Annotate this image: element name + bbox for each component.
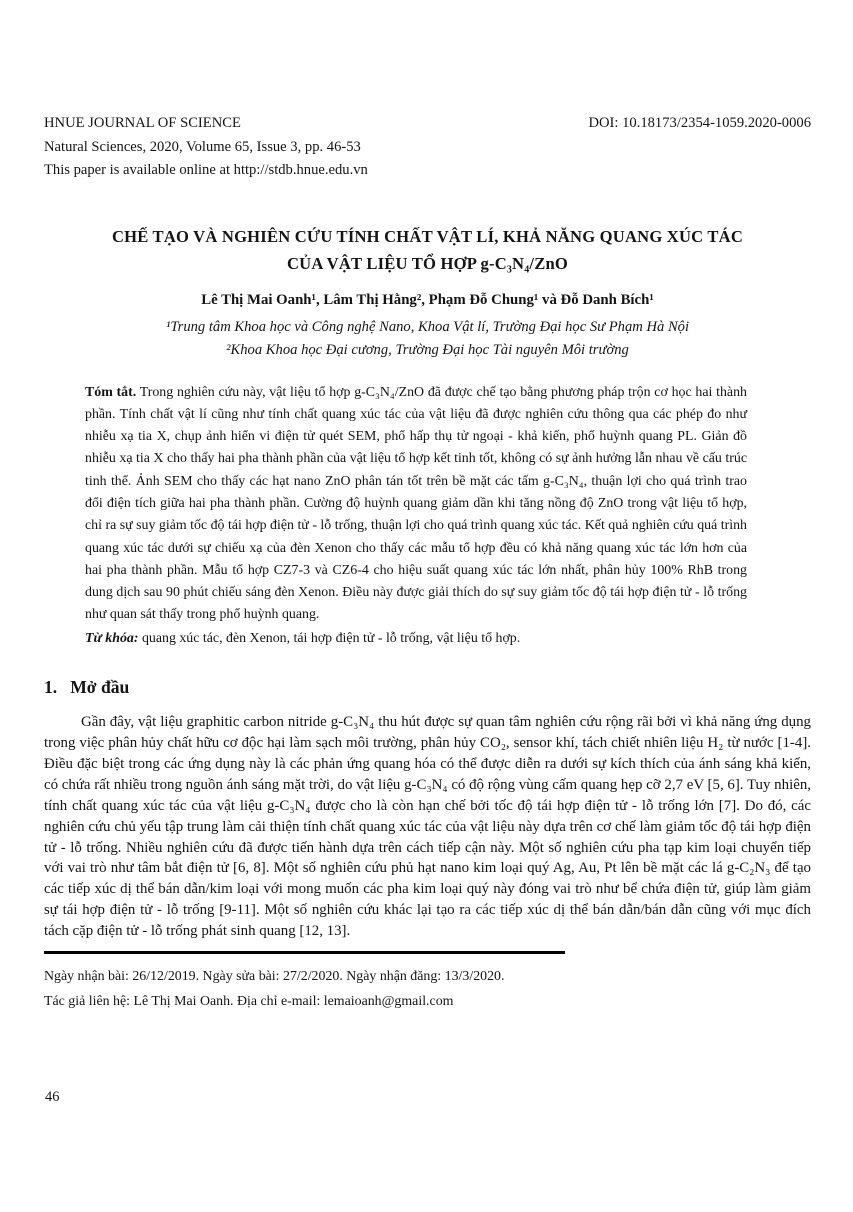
- abstract-block: [85, 382, 747, 651]
- affiliation-1: ¹Trung tâm Khoa học và Công nghệ Nano, Khoa Vật lí, Trường Đại học Sư Phạm Hà Nội: [165, 318, 690, 335]
- keywords-label: Từ khóa:: [85, 630, 139, 646]
- affiliation-2: ²Khoa Khoa học Đại cương, Trường Đại học Tài nguyên Môi trường: [226, 341, 629, 358]
- section-heading: [44, 675, 811, 700]
- journal-name: HNUE JOURNAL OF SCIENCE: [44, 115, 241, 131]
- keywords-line: [85, 628, 747, 650]
- article-title: [44, 223, 811, 277]
- authors-line: Lê Thị Mai Oanh¹, Lâm Thị Hằng², Phạm Đỗ Chung¹ và Đỗ Danh Bích¹: [201, 291, 654, 308]
- article-title-line1: CHẾ TẠO VÀ NGHIÊN CỨU TÍNH CHẤT VẬT LÍ, KHẢ NĂNG QUANG XÚC TÁC: [111, 226, 744, 246]
- page-number: 46: [45, 1089, 60, 1105]
- footnote-block: [44, 965, 811, 1014]
- affiliations: [44, 316, 811, 362]
- footnote-separator: [44, 951, 565, 954]
- intro-paragraph: Gần đây, vật liệu graphitic carbon nitride g-C₃N₄ thu hút được sự quan tâm nghiên cứu rộng rãi bởi vì khả năng ứng dụng trong việc phân hủy chất hữu cơ độc hại làm sạch môi trường, phân hủy CO₂, sensor khí, tách chiết nhiên liệu H₂ từ nước [1-4]. Điều đặc biệt trong các ứng dụng này là các phản ứng quang hóa có thể được diễn ra dưới sự kích thích của ánh sáng khả kiến, có chứa rất nhiều trong nguồn ánh sáng mặt trời, do vật liệu g-C₃N₄ có độ rộng vùng cấm quang hẹp cỡ 2,7 eV [5, 6]. Tuy nhiên, tính chất quang xúc tác của vật liệu g-C₃N₄ được cho là còn hạn chế bởi tốc độ tái hợp điện tử - lỗ trống lớn [7]. Do đó, các nghiên cứu chủ yếu tập trung làm cải thiện tính chất quang xúc tác của vật liệu này dựa trên cơ chế làm giảm tốc độ tái hợp điện tử - lỗ trống. Nhiều nghiên cứu đã được tiến hành dựa trên cách tiếp cận này. Một số nghiên cứu pha tạp kim loại chuyển tiếp với vai trò như tâm bắt điện tử [6, 8]. Một số nghiên cứu phủ hạt nano kim loại quý Ag, Au, Pt lên bề mặt các lá g-C₂N₃ để tạo các tiếp xúc dị thể bán dẫn/kim loại với mong muốn các pha kim loại quý này đóng vai trò như bể chứa điện tử, giúp làm giảm sự tái hợp điện tử - lỗ trống [9-11]. Một số nghiên cứu khác lại tạo ra các tiếp xúc dị thể bán dẫn/bán dẫn cũng với mục đích tách cặp điện tử - lỗ trống phát sinh quang [12, 13].: [44, 714, 811, 940]
- abstract-paragraph: [85, 382, 747, 627]
- issue-info: Natural Sciences, 2020, Volume 65, Issue 3, pp. 46-53: [44, 138, 361, 155]
- corresponding-author: Tác giả liên hệ: Lê Thị Mai Oanh. Địa chỉ e-mail: lemaioanh@gmail.com: [44, 993, 454, 1009]
- keywords-text: quang xúc tác, đèn Xenon, tái hợp điện tử - lỗ trống, vật liệu tổ hợp.: [138, 630, 521, 646]
- doi-text: DOI: 10.18173/2354-1059.2020-0006: [588, 115, 811, 131]
- abstract-text: Trong nghiên cứu này, vật liệu tổ hợp g-C₃N₄/ZnO đã được chế tạo bằng phương pháp trộn cơ học hai thành phần. Tính chất vật lí cũng như tính chất quang xúc tác của vật liệu đã được nghiên cứu thông qua các phép đo như nhiễu xạ tia X, chụp ảnh hiển vi điện tử quét SEM, phổ hấp thụ tử ngoại - khả kiến, phổ huỳnh quang PL. Giản đồ nhiễu xạ tia X cho thấy hai pha thành phần của vật liệu tổ hợp kết tinh tốt, không có sự ảnh hưởng lẫn nhau về cấu trúc tinh thể. Ảnh SEM cho thấy các hạt nano ZnO phân tán tốt trên bề mặt các tấm g-C₃N₄, thuận lợi cho quá trình trao đổi điện tích giữa hai pha thành phần. Cường độ huỳnh quang giảm dần khi tăng nồng độ ZnO trong vật liệu tổ hợp, chỉ ra sự suy giảm tốc độ tái hợp điện tử - lỗ trống, thuận lợi cho quá trình quang xúc tác. Kết quả nghiên cứu quá trình quang xúc tác dưới sự chiếu xạ của đèn Xenon cho thấy các mẫu tổ hợp đều có khả năng quang xúc tác lớn hơn của hai pha thành phần. Mẫu tổ hợp CZ7-3 và CZ6-4 cho hiệu suất quang xúc tác lớn nhất, phân hủy 100% RhB trong dung dịch sau 90 phút chiếu sáng đèn Xenon. Điều này được giải thích do sự suy giảm tốc độ tái hợp điện tử - lỗ trống như quan sát thấy trong phổ huỳnh quang.: [85, 384, 747, 623]
- article-title-line2: CỦA VẬT LIỆU TỔ HỢP g-C₃N₄/ZnO: [286, 253, 569, 273]
- abstract-label: Tóm tắt.: [85, 384, 137, 400]
- section-title: Mở đầu: [70, 677, 130, 698]
- journal-header: [44, 112, 811, 183]
- availability-note: This paper is available online at http://stdb.hnue.edu.vn: [44, 162, 368, 178]
- journal-header-row: [44, 112, 811, 136]
- received-dates: Ngày nhận bài: 26/12/2019. Ngày sửa bài: 27/2/2020. Ngày nhận đăng: 13/3/2020.: [44, 969, 505, 985]
- section-number: 1.: [44, 677, 58, 698]
